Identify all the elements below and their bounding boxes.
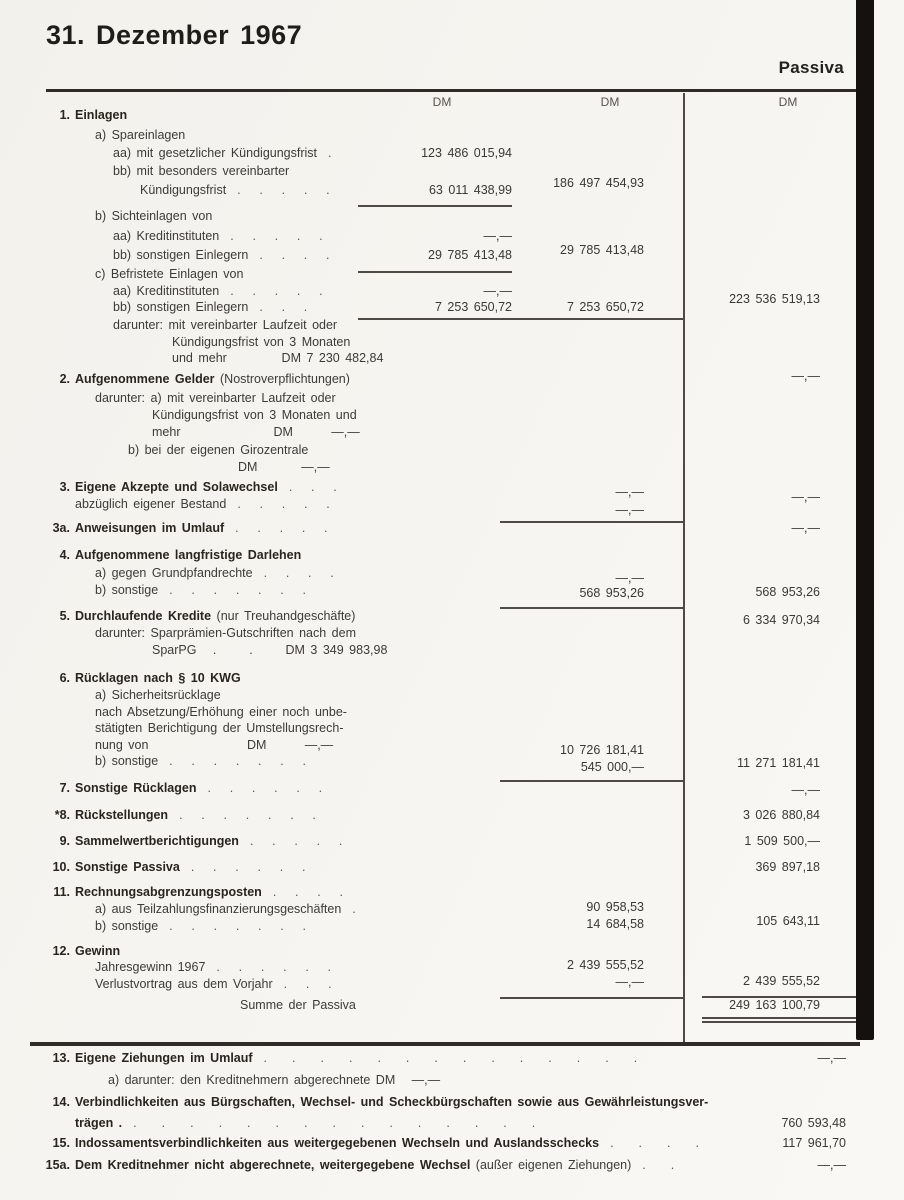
row-label: a) aus Teilzahlungsfinanzierungsgeschäften	[95, 902, 342, 916]
table-row	[0, 780, 904, 797]
table-row	[0, 350, 904, 367]
table-row	[0, 737, 904, 757]
table-row	[0, 833, 904, 850]
side-heading-passiva: Passiva	[778, 58, 844, 77]
row-label: a) Sicherheitsrücklage	[95, 688, 221, 702]
dot-leader: . . . . .	[230, 229, 323, 243]
row-label: nach Absetzung/Erhöhung einer noch unbe-	[95, 705, 347, 719]
row-number: *8.	[54, 808, 70, 822]
column2-header: DM	[600, 95, 620, 109]
dot-leader: . . . .	[263, 566, 334, 580]
row-number: 4.	[59, 548, 70, 562]
row-label: Indossamentsverbindlichkeiten aus weitergegebenen Wechseln und Auslandsschecks	[75, 1136, 600, 1150]
row-label: b) sonstige	[95, 754, 159, 768]
row-label: bb) sonstigen Einlegern	[113, 300, 249, 314]
dot-leader: . . . . . .	[216, 960, 332, 974]
table-row	[0, 1072, 904, 1089]
row-label: Sonstige Passiva	[75, 860, 180, 874]
row-number: 6.	[59, 671, 70, 685]
amount-c2: 186 497 454,93	[553, 176, 644, 190]
rule-line	[358, 271, 512, 273]
amount-c1: 29 785 413,48	[428, 248, 512, 262]
row-label: Eigene Ziehungen im Umlauf	[75, 1051, 253, 1065]
table-row	[0, 807, 904, 824]
amount-c2: 29 785 413,48	[560, 243, 644, 257]
row-number: 3a.	[52, 521, 70, 535]
row-number: 15.	[52, 1136, 70, 1150]
row-number: 11.	[53, 885, 70, 899]
amount-c3: —,—	[791, 490, 820, 504]
row-label: Aufgenommene langfristige Darlehen	[75, 548, 302, 562]
dot-leader: . . . . . . .	[179, 808, 316, 822]
table-row	[0, 943, 904, 960]
dot-leader: . . .	[259, 300, 308, 314]
table-row	[0, 334, 904, 351]
rule-line	[702, 996, 858, 998]
row-label: Sonstige Rücklagen	[75, 781, 197, 795]
row-label: DM —,—	[238, 460, 330, 474]
rule-line	[500, 521, 684, 523]
table-row	[0, 565, 904, 585]
amount-c3: 369 897,18	[755, 860, 820, 874]
row-number: 2.	[59, 372, 70, 386]
row-label: darunter: Sparprämien-Gutschriften nach dem	[95, 626, 356, 640]
row-number: 1.	[59, 108, 70, 122]
amount-c3: 117 961,70	[782, 1136, 846, 1150]
table-row	[0, 266, 904, 283]
table-row	[0, 884, 904, 901]
dot-leader: . . .	[283, 977, 332, 991]
table-row	[0, 914, 904, 935]
row-label: Rücklagen nach § 10 KWG	[75, 671, 241, 685]
amount-c2: —,—	[615, 975, 644, 989]
amount-c3: 223 536 519,13	[729, 292, 820, 306]
table-row	[0, 243, 904, 264]
amount-c3: 249 163 100,79	[729, 998, 820, 1012]
row-label: Anweisungen im Umlauf	[75, 521, 225, 535]
amount-c3: 11 271 181,41	[736, 756, 820, 770]
dot-leader: . . . . . . .	[169, 919, 306, 933]
row-number: 10.	[52, 860, 70, 874]
dot-leader: . . . . . .	[190, 860, 306, 874]
row-label: nung von DM —,—	[95, 738, 334, 752]
row-number: 12.	[52, 944, 70, 958]
rule-line	[30, 1042, 860, 1046]
amount-c3: 2 439 555,52	[743, 974, 820, 988]
amount-c2: 10 726 181,41	[560, 743, 644, 757]
table-row	[0, 127, 904, 144]
amount-c1: —,—	[483, 284, 512, 298]
amount-c3: —,—	[817, 1158, 846, 1172]
table-row	[0, 208, 904, 225]
row-label: a) gegen Grundpfandrechte	[95, 566, 253, 580]
amount-c1: —,—	[483, 229, 512, 243]
rule-line	[358, 318, 684, 320]
table-row	[0, 582, 904, 599]
row-number: 14.	[52, 1095, 70, 1109]
dot-leader: . . . . .	[230, 284, 323, 298]
amount-c1: 63 011 438,99	[428, 183, 512, 197]
table-row	[0, 1135, 904, 1152]
amount-c2: —,—	[615, 485, 644, 499]
table-row	[0, 390, 904, 407]
row-label: Einlagen	[75, 108, 128, 122]
table-row	[0, 625, 904, 642]
table-row	[0, 459, 904, 476]
row-label: Rechnungsabgrenzungsposten	[75, 885, 262, 899]
row-label: bb) sonstigen Einlegern	[113, 248, 249, 262]
row-label: stätigten Berichtigung der Umstellungsrech-	[95, 721, 344, 735]
table-row	[0, 424, 904, 441]
amount-c2: 545 000,—	[580, 760, 644, 774]
amount-c3: 6 334 970,34	[743, 613, 820, 627]
amount-c2: 568 953,26	[579, 586, 644, 600]
row-label: und mehr DM 7 230 482,84	[172, 351, 384, 365]
table-row	[0, 642, 904, 659]
row-label: Summe der Passiva	[240, 998, 356, 1012]
table-row	[0, 520, 904, 537]
dot-leader: . . . . . . . . . . . . . . .	[133, 1116, 536, 1130]
row-label: b) bei der eigenen Girozentrale	[128, 443, 309, 457]
amount-c3: —,—	[791, 369, 820, 383]
table-row	[0, 720, 904, 737]
amount-c3: 760 593,48	[781, 1116, 846, 1130]
rule-line	[683, 93, 685, 1042]
table-row	[0, 442, 904, 459]
row-label: Verlustvortrag aus dem Vorjahr	[95, 977, 273, 991]
row-label: aa) mit gesetzlicher Kündigungsfrist	[113, 146, 318, 160]
amount-c2: —,—	[615, 503, 644, 517]
rule-line	[702, 1017, 858, 1019]
row-label: mehr DM —,—	[152, 425, 360, 439]
row-label: Durchlaufende Kredite	[75, 609, 212, 623]
dot-leader: . .	[642, 1158, 675, 1172]
amount-c2: 90 958,53	[586, 900, 644, 914]
row-number: 3.	[59, 480, 70, 494]
row-label: Gewinn	[75, 944, 121, 958]
dot-leader: . . . .	[272, 885, 343, 899]
rule-line	[500, 780, 684, 782]
table-row	[0, 670, 904, 687]
table-row	[0, 407, 904, 424]
amount-c2: —,—	[615, 571, 644, 585]
row-label: Kündigungsfrist	[140, 183, 227, 197]
row-label: b) Sichteinlagen von	[95, 209, 213, 223]
row-label: Eigene Akzepte und Solawechsel	[75, 480, 278, 494]
table-row	[0, 687, 904, 704]
amount-c3: 568 953,26	[755, 585, 820, 599]
row-label: a) darunter: den Kreditnehmern abgerechnete DM —,—	[108, 1073, 441, 1087]
rule-line	[46, 89, 857, 92]
row-label: SparPG . . DM 3 349 983,98	[152, 643, 388, 657]
amount-c2: 7 253 650,72	[567, 300, 644, 314]
row-label: Kündigungsfrist von 3 Monaten und	[152, 408, 357, 422]
row-label: b) sonstige	[95, 919, 159, 933]
row-label: Aufgenommene Gelder	[75, 372, 215, 386]
table-row	[0, 1094, 904, 1111]
amount-c3: —,—	[791, 783, 820, 797]
row-label: trägen .	[75, 1116, 123, 1130]
amount-c3: —,—	[791, 521, 820, 535]
table-row	[0, 753, 904, 774]
table-row	[0, 859, 904, 876]
row-label: bb) mit besonders vereinbarter	[113, 164, 290, 178]
table-row	[0, 228, 904, 245]
amount-c3: 1 509 500,—	[744, 834, 820, 848]
dot-leader: .	[352, 902, 356, 916]
scan-edge-bar	[856, 0, 874, 1040]
amount-c3: 3 026 880,84	[743, 808, 820, 822]
row-label-suffix: (außer eigenen Ziehungen)	[470, 1158, 632, 1172]
row-label: c) Befristete Einlagen von	[95, 267, 244, 281]
row-label: Verbindlichkeiten aus Bürgschaften, Wechsel- und Scheckbürgschaften sowie aus Gewährleistungsver-	[75, 1095, 709, 1109]
dot-leader: . . .	[288, 480, 337, 494]
amount-c1: 123 486 015,94	[421, 146, 512, 160]
amount-c2: 14 684,58	[586, 917, 644, 931]
row-number: 9.	[59, 834, 70, 848]
amount-c1: 7 253 650,72	[435, 300, 512, 314]
column3-header: DM	[778, 95, 798, 109]
row-label: Kündigungsfrist von 3 Monaten	[172, 335, 351, 349]
table-row	[0, 145, 904, 162]
dot-leader: . . . . .	[237, 183, 330, 197]
row-number: 15a.	[45, 1158, 70, 1172]
table-row	[0, 1157, 904, 1174]
amount-c3: —,—	[817, 1051, 846, 1065]
page-title: 31. Dezember 1967	[46, 20, 303, 50]
dot-leader: . . . . .	[235, 521, 328, 535]
row-number: 5.	[59, 609, 70, 623]
dot-leader: . . . . .	[249, 834, 343, 848]
table-row	[0, 1115, 904, 1132]
table-row	[0, 976, 904, 993]
rule-line	[702, 1021, 858, 1023]
row-label: Dem Kreditnehmer nicht abgerechnete, weitergegebene Wechsel	[75, 1158, 471, 1172]
dot-leader: . . . . .	[237, 497, 330, 511]
row-label: darunter: a) mit vereinbarter Laufzeit oder	[95, 391, 336, 405]
dot-leader: . . . . . . . . . . . . . .	[263, 1051, 638, 1065]
dot-leader: . . . . . . .	[169, 583, 306, 597]
table-row	[0, 163, 904, 180]
row-label: aa) Kreditinstituten	[113, 229, 220, 243]
table-row	[0, 176, 904, 199]
row-label-suffix: (nur Treuhandgeschäfte)	[211, 609, 356, 623]
table-row	[0, 608, 904, 625]
row-label: Jahresgewinn 1967	[95, 960, 206, 974]
table-row	[0, 1050, 904, 1067]
dot-leader: . . . . . .	[207, 781, 323, 795]
table-row	[0, 547, 904, 564]
rule-line	[500, 607, 684, 609]
rule-line	[358, 205, 512, 207]
table-row	[0, 107, 904, 124]
table-row	[0, 496, 904, 517]
dot-leader: . . . .	[610, 1136, 699, 1150]
amount-c3: 105 643,11	[756, 914, 820, 928]
table-row	[0, 997, 904, 1014]
row-label: aa) Kreditinstituten	[113, 284, 220, 298]
row-label: Sammelwertberichtigungen	[75, 834, 239, 848]
amount-c2: 2 439 555,52	[567, 958, 644, 972]
row-label-suffix: (Nostroverpflichtungen)	[214, 372, 350, 386]
row-number: 13.	[52, 1051, 70, 1065]
table-row	[0, 704, 904, 721]
row-label: Rückstellungen	[75, 808, 169, 822]
row-label: b) sonstige	[95, 583, 159, 597]
dot-leader: . . . . . . .	[169, 754, 306, 768]
table-row	[0, 292, 904, 316]
row-label: a) Spareinlagen	[95, 128, 186, 142]
row-label: abzüglich eigener Bestand	[75, 497, 227, 511]
row-number: 7.	[59, 781, 70, 795]
column1-header: DM	[432, 95, 452, 109]
rule-line	[500, 997, 684, 999]
dot-leader: .	[328, 146, 332, 160]
dot-leader: . . . .	[259, 248, 330, 262]
row-label: darunter: mit vereinbarter Laufzeit oder	[113, 318, 338, 332]
table-row	[0, 371, 904, 388]
